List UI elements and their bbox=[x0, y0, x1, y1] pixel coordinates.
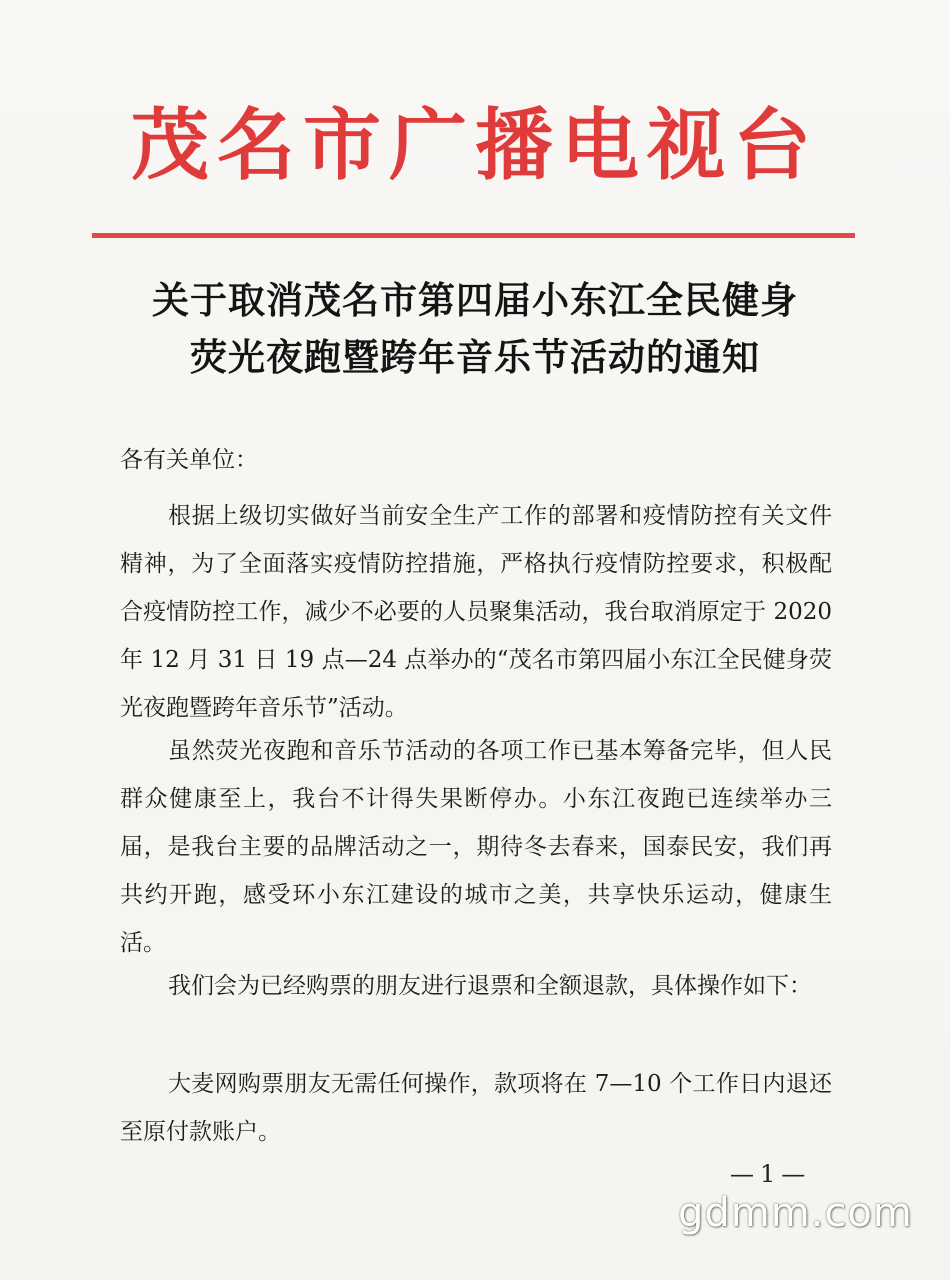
salutation: 各有关单位： bbox=[120, 447, 258, 473]
page-number: —1— bbox=[730, 1160, 812, 1188]
body-paragraph: 根据上级切实做好当前安全生产工作的部署和疫情防控有关文件精神，为了全面落实疫情防控措施，严格执行疫情防控要求，积极配合疫情防控工作，减少不必要的人员聚集活动，我台取消原定于 2020 年 12 月 31 日 19 点—24 点举办的“茂名市第四届小东江全民健身荧光夜跑暨跨年音乐节”活动。 bbox=[120, 503, 832, 721]
red-header-rule bbox=[92, 233, 855, 238]
site-watermark: gdmm.com bbox=[678, 1190, 913, 1236]
body-paragraph: 大麦网购票朋友无需任何操作，款项将在 7—10 个工作日内退还至原付款账户。 bbox=[120, 1071, 832, 1145]
body-paragraph: 我们会为已经购票的朋友进行退票和全额退款，具体操作如下： bbox=[168, 973, 812, 999]
notice-title-line-2: 荧光夜跑暨跨年音乐节活动的通知 bbox=[190, 335, 760, 379]
masthead-title: 茂名市广播电视台 bbox=[130, 101, 819, 191]
notice-title-line-1: 关于取消茂名市第四届小东江全民健身 bbox=[152, 278, 798, 322]
body-paragraph: 虽然荧光夜跑和音乐节活动的各项工作已基本筹备完毕，但人民群众健康至上，我台不计得失果断停办。小东江夜跑已连续举办三届，是我台主要的品牌活动之一，期待冬去春来，国泰民安，我们再共约开跑，感受环小东江建设的城市之美，共享快乐运动，健康生活。 bbox=[120, 738, 832, 956]
